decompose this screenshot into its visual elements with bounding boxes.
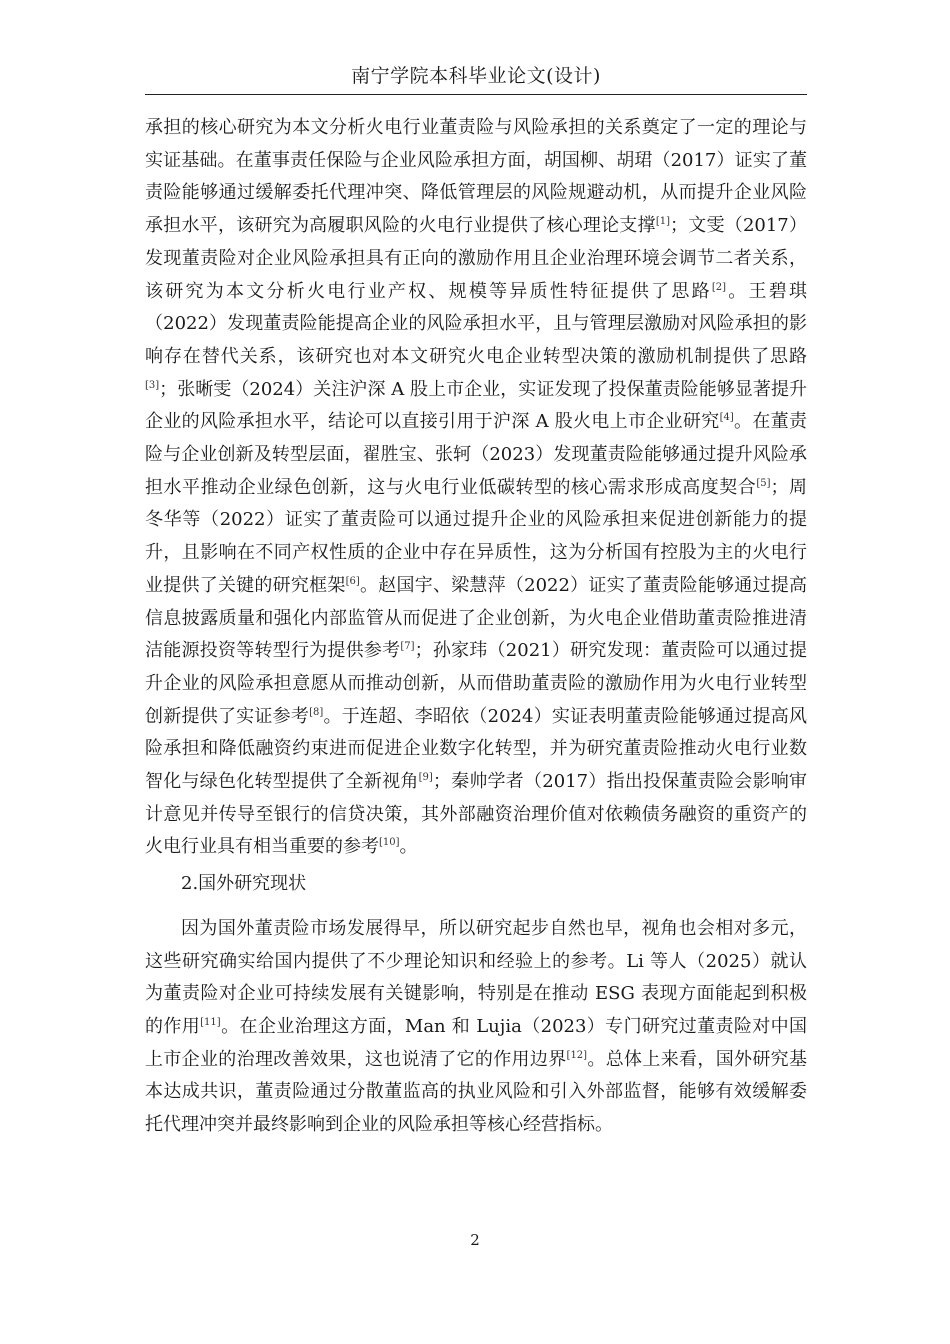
citation-10: [10] (379, 837, 400, 849)
text-run: ；张晰雯（2024）关注沪深 A 股上市企业，实证发现了投保董责险能够显著提升企业的风险承担水平，结论可以直接引用于沪深 A 股火电上市企业研究 (145, 378, 807, 433)
citation-1: [1] (655, 216, 670, 228)
page-number: 2 (470, 1231, 480, 1249)
text-run: 。赵国宇、梁慧萍（2022）证实了董责险能够通过提高信息披露质量和强化内部监管从而促进了企业创新，为火电企业借助董责险推进清洁能源投资等转型行为提供参考 (145, 574, 807, 662)
foreign-research-paragraph (145, 913, 807, 1142)
text-run: 承担的核心研究为本文分析火电行业董责险与风险承担的关系奠定了一定的理论与实证基础。在董事责任保险与企业风险承担方面，胡国柳、胡珺（2017）证实了董责险能够通过缓解委托代理冲突、降低管理层的风险规避动机，从而提升企业风险承担水平，该研究为高履职风险的火电行业提供了核心理论支撑 (145, 117, 807, 237)
citation-4: [4] (719, 412, 734, 424)
text-run: 。 (399, 836, 418, 858)
citation-11: [11] (200, 1016, 221, 1028)
domestic-research-paragraph (145, 112, 807, 864)
citation-2: [2] (711, 281, 727, 293)
citation-3: [3] (145, 379, 160, 391)
body-text (145, 112, 807, 1142)
running-header: 南宁学院本科毕业论文(设计) (351, 65, 601, 87)
text-run: ；周冬华等（2022）证实了董责险可以通过提升企业的风险承担来促进创新能力的提升，且影响在不同产权性质的企业中存在异质性，这为分析国有控股为主的火电行业提供了关键的研究框架 (145, 476, 808, 596)
text-run: 因为国外董责险市场发展得早，所以研究起步自然也早，视角也会相对多元，这些研究确实给国内提供了不少理论知识和经验上的参考。Li 等人（2025）就认为董责险对企业可持续发展有关键影响，特别是在推动 ESG 表现方面能起到积极的作用 (145, 917, 807, 1037)
header-rule (145, 94, 807, 95)
citation-12: [12] (566, 1049, 588, 1061)
text-run: 。在董责险与企业创新及转型层面，翟胜宝、张轲（2023）发现董责险能够通过提升风险承担水平推动企业绿色创新，这与火电行业低碳转型的核心需求形成高度契合 (145, 411, 807, 498)
citation-8: [8] (309, 706, 324, 718)
text-run: ；文雯（2017）发现董责险对企业风险承担具有正向的激励作用且企业治理环境会调节二者关系，该研究为本文分析火电行业产权、规模等异质性特征提供了思路 (145, 215, 808, 302)
text-run: 。在企业治理这方面，Man 和 Lujia（2023）专门研究过董责险对中国上市企业的治理改善效果，这也说清了它的作用边界 (145, 1015, 808, 1070)
section-heading-foreign-research: 2.国外研究现状 (181, 873, 307, 895)
citation-9: [9] (418, 772, 433, 784)
text-run: ；孙家玮（2021）研究发现：董责险可以通过提升企业的风险承担意愿从而推动创新，从而借助董责险的激励作用为火电行业转型创新提供了实证参考 (145, 640, 807, 727)
citation-7: [7] (400, 641, 415, 653)
citation-5: [5] (756, 477, 771, 489)
citation-6: [6] (345, 575, 360, 587)
text-run: 。王碧琪（2022）发现董责险能提高企业的风险承担水平，且与管理层激励对风险承担的影响存在替代关系，该研究也对本文研究火电企业转型决策的激励机制提供了思路 (145, 280, 808, 367)
text-run: 。总体上来看，国外研究基本达成共识，董责险通过分散董监高的执业风险和引入外部监督，能够有效缓解委托代理冲突并最终影响到企业的风险承担等核心经营指标。 (145, 1048, 808, 1136)
text-run: ；秦帅学者（2017）指出投保董责险会影响审计意见并传导至银行的信贷决策，其外部融资治理价值对依赖债务融资的重资产的火电行业具有相当重要的参考 (145, 771, 808, 858)
text-run: 。于连超、李昭依（2024）实证表明董责险能够通过提高风险承担和降低融资约束进而促进企业数字化转型，并为研究董责险推动火电行业数智化与绿色化转型提供了全新视角 (145, 705, 807, 793)
